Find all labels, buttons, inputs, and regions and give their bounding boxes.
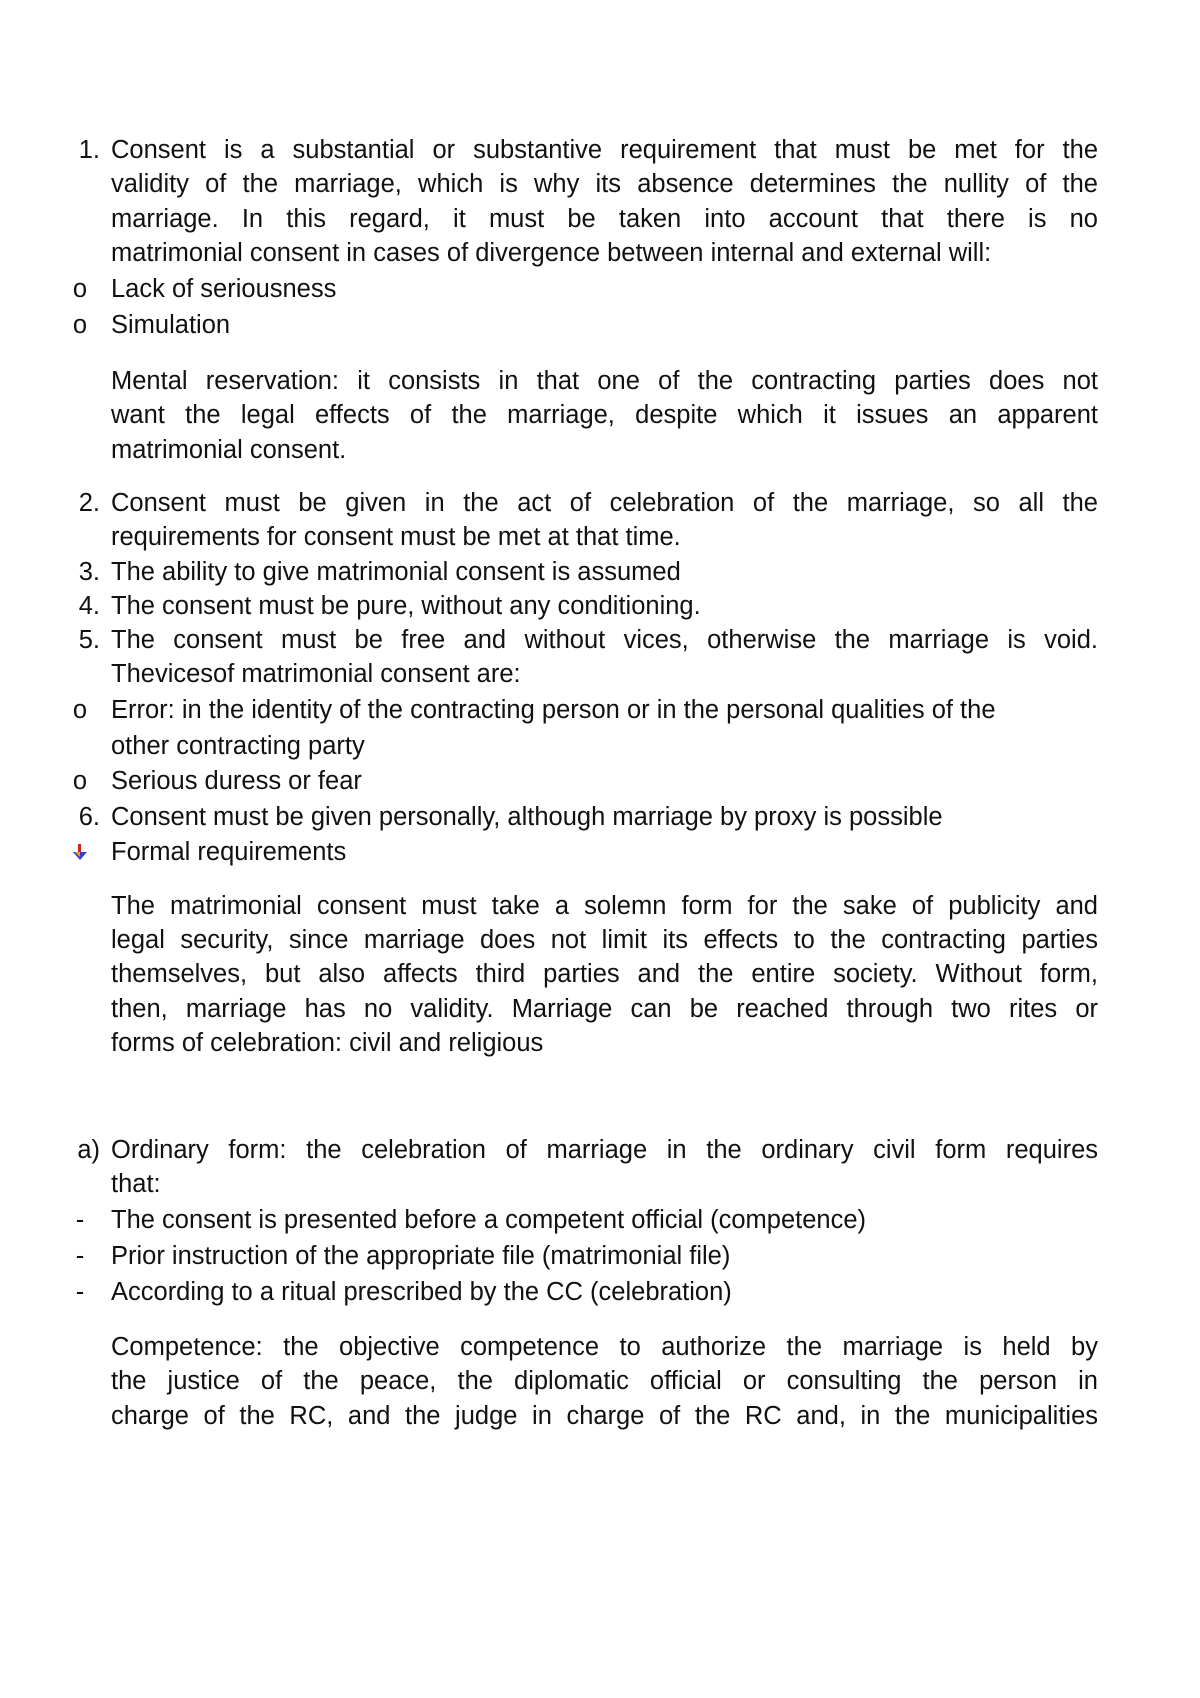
- formal-paragraph-line: [0, 990, 1200, 1028]
- list-item-1-line-2: [0, 165, 1200, 203]
- list-item-6: [0, 798, 1200, 836]
- paragraph-line: legal security, since marriage does not limit its effects to the contracting parties: [111, 926, 1098, 954]
- dash-bullet: -: [75, 1242, 85, 1270]
- list-item-a-line-1: [0, 1131, 1200, 1169]
- paragraph-line: Competence: the objective competence to authorize the marriage is held by: [111, 1333, 1098, 1361]
- sub-bullet-continuation: [0, 727, 1200, 765]
- dash-item-text: The consent is presented before a competent official (competence): [111, 1206, 867, 1234]
- paragraph-line: the justice of the peace, the diplomatic official or consulting the person in: [111, 1367, 1098, 1395]
- heading-text: Formal requirements: [111, 838, 347, 866]
- sub-bullet-item: [0, 270, 1200, 308]
- sub-bullet-item: [0, 762, 1200, 800]
- paragraph-line: requirements for consent must be met at that time.: [111, 523, 681, 551]
- formal-paragraph-line: [0, 1024, 1200, 1062]
- list-number: 5.: [78, 626, 100, 654]
- paragraph-line: Mental reservation: it consists in that one of the contracting parties does not: [111, 367, 1098, 395]
- dash-bullet: -: [75, 1278, 85, 1306]
- paragraph-line: charge of the RC, and the judge in charge of the RC and, in the municipalities: [111, 1402, 1098, 1430]
- paragraph-line: Consent must be given personally, although marriage by proxy is possible: [111, 803, 943, 831]
- competence-paragraph-line: [0, 1397, 1200, 1435]
- paragraph-line: The matrimonial consent must take a solemn form for the sake of publicity and: [111, 892, 1098, 920]
- paragraph-line: want the legal effects of the marriage, despite which it issues an apparent: [111, 401, 1098, 429]
- paragraph-line: Ordinary form: the celebration of marriage in the ordinary civil form requires: [111, 1136, 1098, 1164]
- formal-paragraph-line: [0, 955, 1200, 993]
- paragraph-line: forms of celebration: civil and religious: [111, 1029, 544, 1057]
- dash-item-text: Prior instruction of the appropriate file (matrimonial file): [111, 1242, 731, 1270]
- circle-bullet-icon: o: [72, 275, 88, 303]
- sub-bullet-item: [0, 691, 1200, 729]
- note-line: [0, 396, 1200, 434]
- list-number: 6.: [78, 803, 100, 831]
- paragraph-line: The consent must be pure, without any conditioning.: [111, 592, 701, 620]
- paragraph-line: Consent is a substantial or substantive requirement that must be met for the: [111, 136, 1098, 164]
- list-item-3: [0, 553, 1200, 591]
- circle-bullet-icon: o: [72, 767, 88, 795]
- sub-bullet-text: Lack of seriousness: [111, 275, 337, 303]
- sub-bullet-item: [0, 306, 1200, 344]
- list-item-1-line-3: [0, 200, 1200, 238]
- list-item-5-line-2: [0, 655, 1200, 693]
- formal-requirements-heading: [0, 833, 1200, 871]
- formal-paragraph-line: [0, 921, 1200, 959]
- list-number: 4.: [78, 592, 100, 620]
- note-line: [0, 431, 1200, 469]
- sub-bullet-text: Simulation: [111, 311, 231, 339]
- dash-item: [0, 1273, 1200, 1311]
- dash-item-text: According to a ritual prescribed by the CC (celebration): [111, 1278, 732, 1306]
- paragraph-line: matrimonial consent in cases of divergence between internal and external will:: [111, 239, 992, 267]
- paragraph-line: themselves, but also affects third parties and the entire society. Without form,: [111, 960, 1098, 988]
- circle-bullet-icon: o: [72, 311, 88, 339]
- paragraph-line: The consent must be free and without vices, otherwise the marriage is void.: [111, 626, 1098, 654]
- paragraph-line: matrimonial consent.: [111, 436, 347, 464]
- sub-bullet-text: other contracting party: [111, 732, 365, 760]
- list-item-1-line-1: [0, 131, 1200, 169]
- list-item-a-line-2: [0, 1165, 1200, 1203]
- paragraph-line: then, marriage has no validity. Marriage can be reached through two rites or: [111, 995, 1098, 1023]
- list-number: 3.: [78, 558, 100, 586]
- list-item-4: [0, 587, 1200, 625]
- paragraph-line: Consent must be given in the act of celebration of the marriage, so all the: [111, 489, 1098, 517]
- dash-bullet: -: [75, 1206, 85, 1234]
- paragraph-line: that:: [111, 1170, 161, 1198]
- paragraph-line: Thevicesof matrimonial consent are:: [111, 660, 521, 688]
- competence-paragraph-line: [0, 1362, 1200, 1400]
- paragraph-line: marriage. In this regard, it must be taken into account that there is no: [111, 205, 1098, 233]
- sub-bullet-text: Serious duress or fear: [111, 767, 362, 795]
- list-item-1-line-4: [0, 234, 1200, 272]
- competence-paragraph-line: [0, 1328, 1200, 1366]
- list-number: 1.: [78, 136, 100, 164]
- dash-item: [0, 1237, 1200, 1275]
- list-item-2-line-2: [0, 518, 1200, 556]
- arrow-down-bullet-icon: [72, 843, 88, 861]
- list-letter: a): [77, 1136, 100, 1164]
- circle-bullet-icon: o: [72, 696, 88, 724]
- formal-paragraph-line: [0, 887, 1200, 925]
- paragraph-line: The ability to give matrimonial consent is assumed: [111, 558, 681, 586]
- list-number: 2.: [78, 489, 100, 517]
- note-line: [0, 362, 1200, 400]
- dash-item: [0, 1201, 1200, 1239]
- list-item-5-line-1: [0, 621, 1200, 659]
- sub-bullet-text: Error: in the identity of the contracting person or in the personal qualities of the: [111, 696, 996, 724]
- paragraph-line: validity of the marriage, which is why its absence determines the nullity of the: [111, 170, 1098, 198]
- list-item-2-line-1: [0, 484, 1200, 522]
